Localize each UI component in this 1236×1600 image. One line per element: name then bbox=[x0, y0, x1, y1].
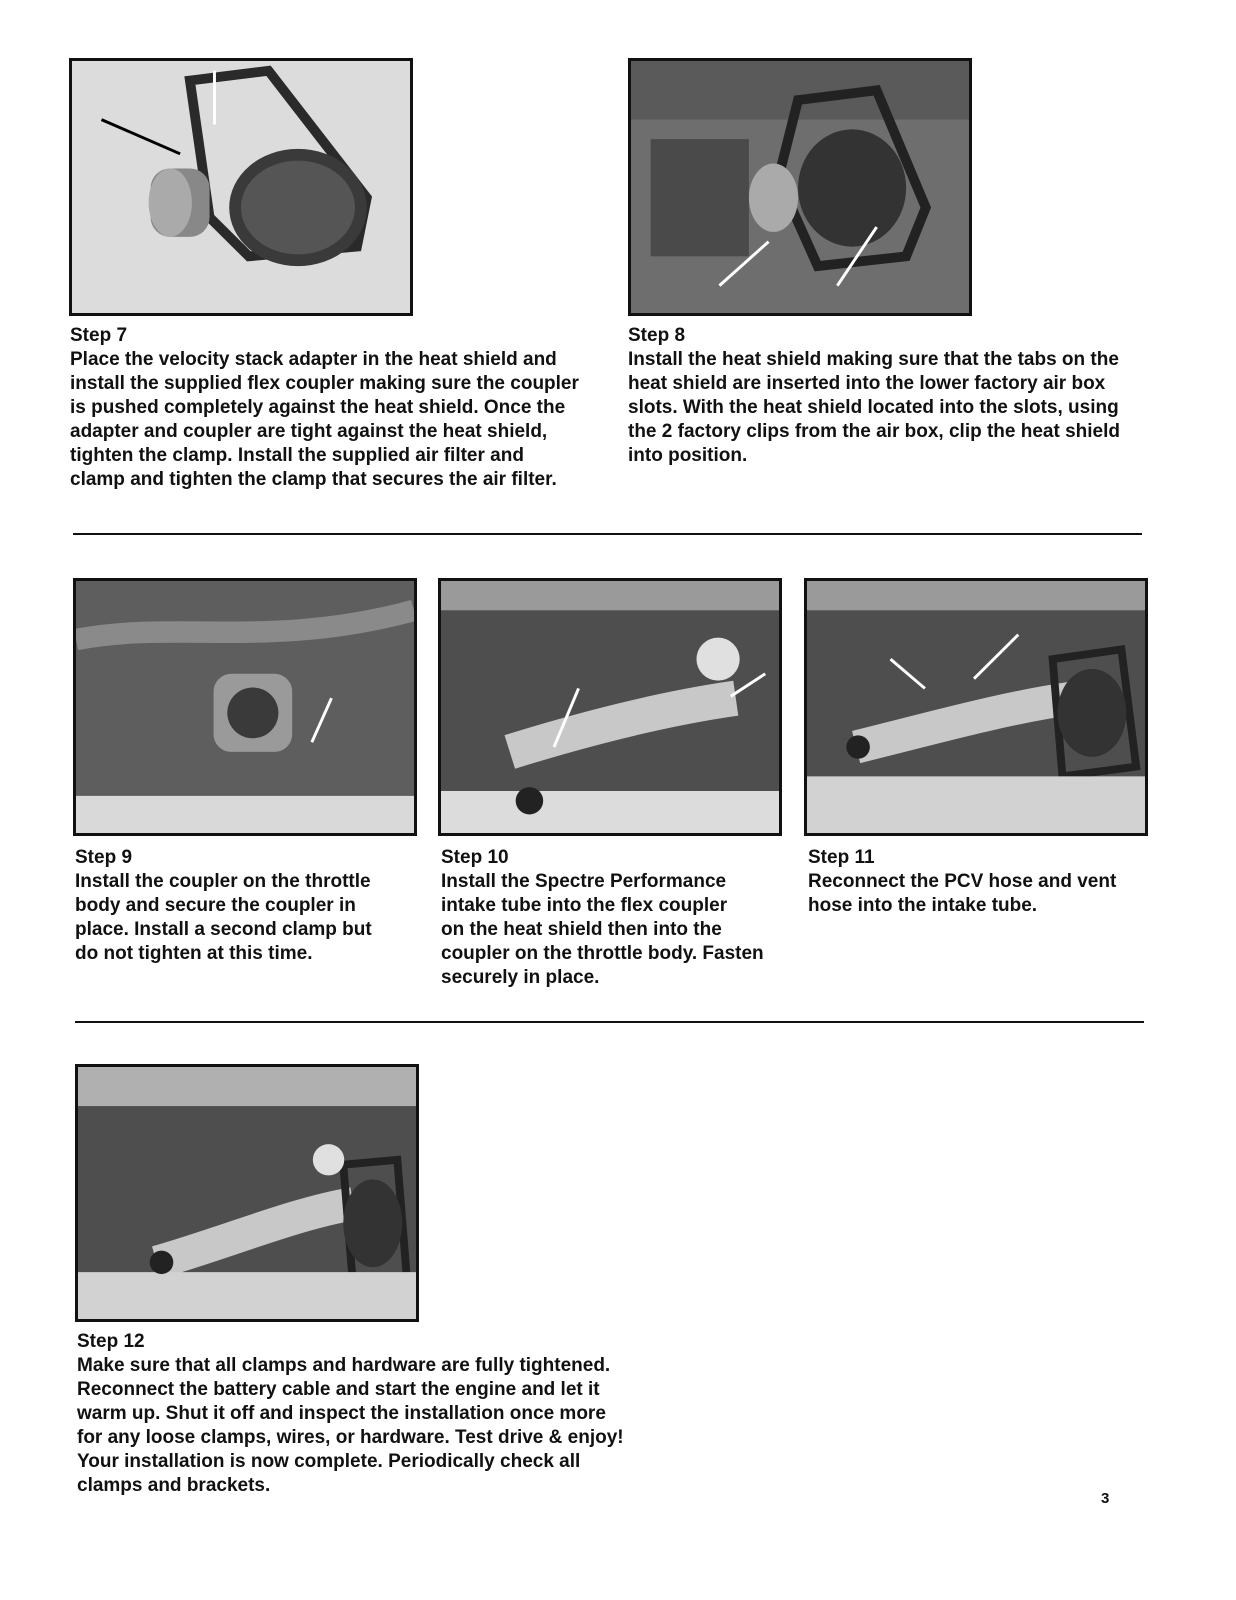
step-9-label: Step 9 bbox=[75, 847, 133, 868]
step-10-text: Install the Spectre Performance intake tube into the flex coupler on the heat shield then into the coupler on the throttle body. Fasten securely in place. bbox=[441, 871, 764, 988]
page-number: 3 bbox=[1101, 1490, 1110, 1507]
step-8-text: Install the heat shield making sure that the tabs on the heat shield are inserted into the lower factory air box slots. With the heat shield located into the slots, using the 2 factory clips from the air box, clip the heat shield into position. bbox=[628, 349, 1121, 466]
step-11-photo bbox=[804, 578, 1148, 836]
step-11-instructions bbox=[808, 846, 1158, 918]
step-10-label: Step 10 bbox=[441, 847, 509, 868]
step-8-photo bbox=[628, 58, 972, 316]
step-11-label: Step 11 bbox=[808, 847, 875, 868]
step-10-photo bbox=[438, 578, 782, 836]
step-8-instructions bbox=[628, 324, 1168, 468]
step-9-photo bbox=[73, 578, 417, 836]
divider-2 bbox=[75, 1021, 1144, 1023]
divider-1 bbox=[73, 533, 1142, 535]
step-7-instructions bbox=[70, 324, 610, 492]
step-12-photo bbox=[75, 1064, 419, 1322]
step-7-photo bbox=[69, 58, 413, 316]
step-9-text: Install the coupler on the throttle body and secure the coupler in place. Install a second clamp but do not tighten at this time. bbox=[75, 871, 372, 964]
step-10-instructions bbox=[441, 846, 791, 990]
step-8-label: Step 8 bbox=[628, 325, 686, 346]
step-9-instructions bbox=[75, 846, 425, 966]
step-12-text: Make sure that all clamps and hardware are fully tightened. Reconnect the battery cable and start the engine and let it warm up. Shut it off and inspect the installation once more for any loose clamps, wires, or hardware. Test drive & enjoy! Your installation is now complete. Periodically check all clamps and brackets. bbox=[77, 1355, 624, 1496]
step-7-text: Place the velocity stack adapter in the heat shield and install the supplied flex coupler making sure the coupler is pushed completely against the heat shield. Once the adapter and coupler are tight against the heat shield, tighten the clamp. Install the supplied air filter and clamp and tighten the clamp that secures the air filter. bbox=[70, 349, 579, 490]
step-7-label: Step 7 bbox=[70, 325, 128, 346]
step-12-instructions bbox=[77, 1330, 697, 1498]
step-11-text: Reconnect the PCV hose and vent hose into the intake tube. bbox=[808, 871, 1117, 916]
step-12-label: Step 12 bbox=[77, 1331, 145, 1352]
